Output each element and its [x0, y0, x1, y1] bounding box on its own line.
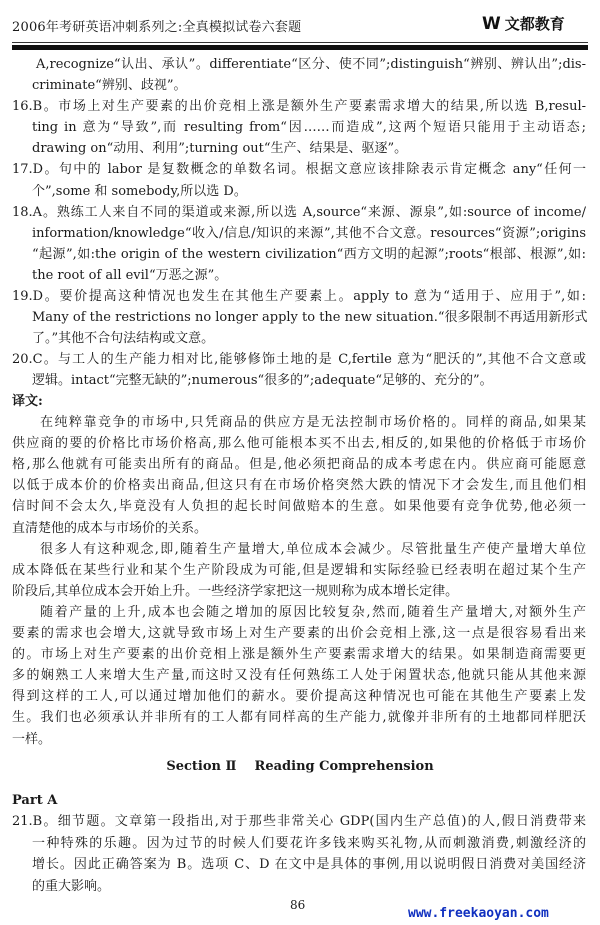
text-line: A,recognize“认出、承认”。differentiate“区分、使不同”;distinguish“辨别、辨认出”;dis- [36, 57, 586, 72]
answer-item [0, 54, 600, 96]
text-line: drawing on“动用、利用”;turning out“生产、结果是、驱逐”。 [32, 141, 408, 157]
text-line: 的重大影响。 [32, 879, 111, 895]
text-line: 一种特殊的乐趣。因为过节的时候人们要花许多钱来购买礼物,从而刺激消费,刺激经济的 [32, 835, 586, 851]
text-line: the root of all evil“万恶之源”。 [32, 267, 228, 283]
part-a-answers [0, 811, 600, 898]
text-line: 多的娴熟工人来增大生产量,而这时又没有任何熟练工人处于闲置状态,他就只能从其他来源 [12, 668, 586, 684]
text-line: 的。市场上对生产要素的出价竞相上涨是额外生产要素需求增大的结果。如果制造商需要更 [12, 647, 586, 663]
answer-item [0, 811, 600, 898]
part-a [0, 790, 600, 898]
text-line: ting in 意为“导致”,而 resulting from“因……而造成”,这两个短语只能用于主动语态; [32, 120, 586, 136]
text-line: criminate“辨别、歧视”。 [32, 78, 187, 94]
header-divider-thick [12, 45, 588, 50]
text-line: 生。我们也必须承认并非所有的工人都有同样高的生产能力,就像并非所有的土地都同样肥沃 [12, 710, 586, 726]
text-line: 以低于成本价的价格卖出商品,但这只有在市场价格突然大跌的情况下才会发生,而且他们相 [12, 478, 586, 494]
text-line: Many of the restrictions no longer apply to the new situation.“很多限制不再适用新形式 [32, 310, 588, 326]
translation-section [0, 391, 600, 750]
publisher-logo [482, 13, 565, 34]
text-line: 个”,some 和 somebody,所以选 D。 [32, 183, 247, 199]
text-line: 18.A。熟练工人来自不同的渠道或来源,所以选 A,source“来源、源泉”,如:source of income/ [12, 204, 586, 220]
text-line: 17.D。句中的 labor 是复数概念的单数名词。根据文意应该排除表示肯定概念 any“任何一 [12, 162, 586, 178]
logo-text: 文都教育 [504, 15, 565, 33]
text-line: 随着产量的上升,成本也会随之增加的原因比较复杂,然而,随着生产量增大,对额外生产 [40, 604, 586, 620]
page-header-title: 2006年考研英语冲刺系列之:全真模拟试卷六套题 [12, 20, 302, 35]
answer-item [0, 202, 600, 286]
answer-item [0, 349, 600, 391]
header-divider-thin [12, 42, 588, 43]
answer-item [0, 96, 600, 159]
text-line: 要素的需求也会增大,这就导致市场上对生产要素的出价会竞相上涨,这一点是很容易看出来 [12, 626, 586, 642]
text-line: 16.B。市场上对生产要素的出价竞相上涨是额外生产要素需求增大的结果,所以选 B,resul- [12, 99, 586, 115]
text-line: 一样。 [12, 731, 52, 747]
part-heading: Part A [12, 793, 58, 808]
text-line: 逻辑。intact“完整无缺的”;numerous“很多的”;adequate“足够的、充分的”。 [32, 373, 493, 389]
text-line: 得到这样的工人,可以通过增加他们的薪水。要价提高这种情况也可能在其他生产要素上发 [12, 689, 586, 705]
answer-item [0, 159, 600, 201]
text-line: 直清楚他的成本与市场价的关系。 [12, 520, 208, 536]
translation-paragraph [0, 602, 600, 750]
text-line: 20.C。与工人的生产能力相对比,能够修饰土地的是 C,fertile 意为“肥沃的”,其他不合文意或 [12, 352, 586, 368]
answer-item [0, 286, 600, 349]
text-line: “起源”,如:the origin of the western civilization“西方文明的起源”;roots“根部、根源”,如: [32, 246, 586, 262]
translation-heading: 译文: [12, 394, 43, 409]
website-link[interactable]: www.freekaoyan.com [408, 906, 549, 921]
logo-w-icon: W [482, 13, 496, 34]
translation-paragraph [0, 412, 600, 539]
text-line: 19.D。要价提高这种情况也发生在其他生产要素上。apply to 意为“适用于、应用于”,如: [12, 289, 586, 305]
section-title: Section Ⅱ Reading Comprehension [166, 759, 434, 774]
translation-paragraph [0, 539, 600, 602]
text-line: 供应商的要的价格比市场价格高,那么他可能根本买不出去,相反的,如果他的价格低于市场价 [12, 436, 586, 452]
page-number: 86 [290, 898, 306, 912]
text-line: 21.B。细节题。文章第一段指出,对于那些非常关心 GDP(国内生产总值)的人,假日消费带来 [12, 814, 586, 829]
text-line: 格,那么他就有可能卖出所有的商品。但是,他必须把商品的成本考虑在内。供应商可能愿意 [12, 457, 586, 473]
text-line: 阶段后,其单位成本会开始上升。一些经济学家把这一规则称为成本增长定律。 [12, 583, 459, 599]
text-line: 信时间不会太久,毕竟没有人负担的起长时间做赔本的生意。如果他要有竞争优势,他必须一 [12, 499, 586, 515]
translation-body [0, 412, 600, 750]
answer-explanations [0, 54, 600, 392]
text-line: 增长。因此正确答案为 B。选项 C、D 在文中是具体的事例,用以说明假日消费对美国经济 [32, 857, 586, 873]
text-line: 在纯粹靠竞争的市场中,只凭商品的供应方是无法控制市场价格的。同样的商品,如果某 [40, 415, 586, 431]
text-line: 了。”其他不合句法结构或文意。 [32, 331, 215, 347]
text-line: information/knowledge“收入/信息/知识的来源”,其他不合文意。resources“资源”;origins [32, 225, 586, 241]
text-line: 成本降低在某些行业和某个生产阶段成为可能,但是逻辑和实际经验已经表明在超过某个生产 [12, 562, 586, 578]
text-line: 很多人有这种观念,即,随着生产量增大,单位成本会减少。尽管批量生产使产量增大单位 [40, 541, 586, 557]
